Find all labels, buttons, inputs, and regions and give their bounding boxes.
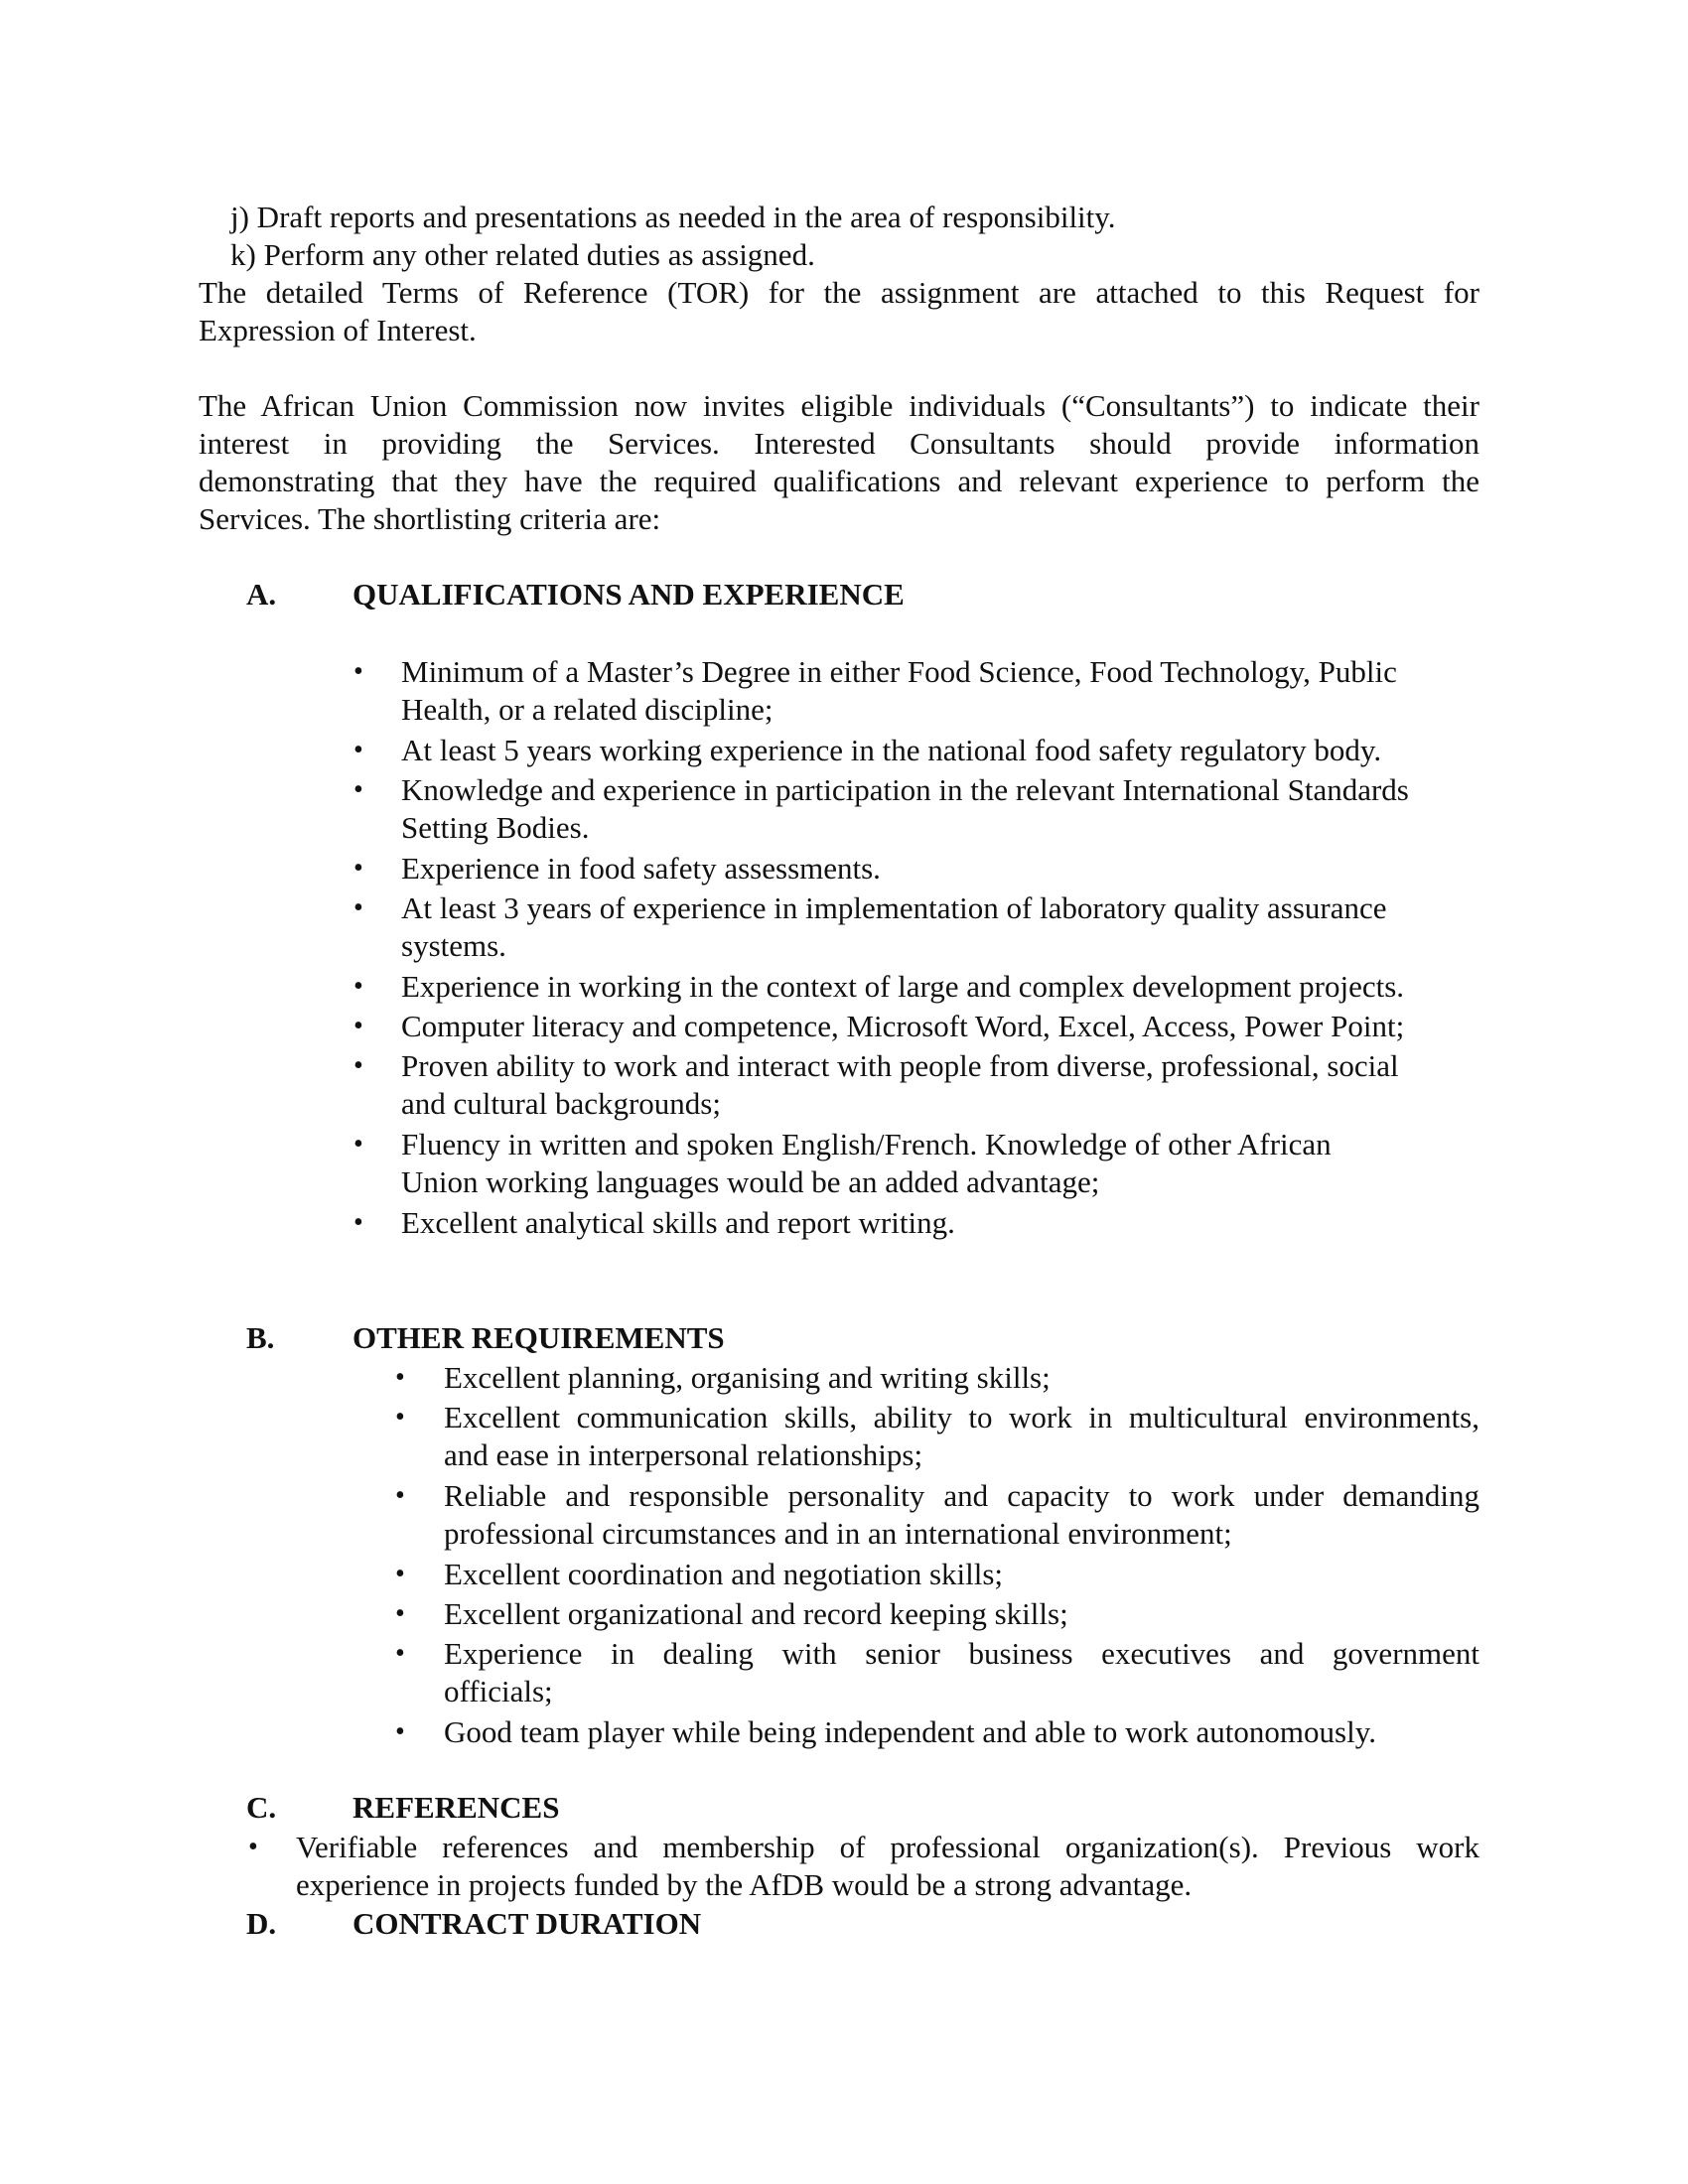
section-d-title: CONTRACT DURATION (352, 1906, 702, 1941)
bullet-icon: • (353, 1207, 363, 1238)
list-item-line-1: Excellent planning, organising and writing skills; (444, 1360, 1051, 1395)
list-item-line-2: Union working languages would be an added advantage; (401, 1164, 1100, 1199)
list-item-line-1: At least 3 years of experience in implementation of laboratory quality assurance (401, 890, 1387, 925)
bullet-icon: • (395, 1638, 405, 1669)
list-item-line-1: Proven ability to work and interact with people from diverse, professional, social (401, 1048, 1399, 1083)
bullet-icon: • (395, 1716, 405, 1747)
bullet-icon: • (353, 971, 363, 1002)
section-a-title: QUALIFICATIONS AND EXPERIENCE (352, 577, 905, 612)
bullet-icon: • (353, 735, 363, 765)
list-item-line-2: and ease in interpersonal relationships; (444, 1437, 923, 1472)
list-item-line-2: Health, or a related discipline; (401, 692, 774, 727)
bullet-icon: • (395, 1559, 405, 1589)
list-item-line-1: Excellent coordination and negotiation skills; (444, 1557, 1004, 1591)
list-item-line-1: Minimum of a Master’s Degree in either Food Science, Food Technology, Public (401, 654, 1397, 689)
list-item-line-1: Computer literacy and competence, Microsoft Word, Excel, Access, Power Point; (401, 1009, 1405, 1043)
list-item-line-1: Reliable and responsible personality and capacity to work under demanding (444, 1478, 1479, 1513)
tor-paragraph-line-2: Expression of Interest. (199, 313, 477, 347)
list-item-line-1: At least 5 years working experience in the national food safety regulatory body. (401, 733, 1382, 767)
list-item-line-2: systems. (401, 928, 506, 963)
bullet-icon: • (248, 1832, 258, 1862)
section-b-title: OTHER REQUIREMENTS (352, 1320, 725, 1355)
list-item-line-1: Excellent organizational and record keeping skills; (444, 1596, 1068, 1631)
list-item-j: j) Draft reports and presentations as needed in the area of responsibility. (230, 200, 1116, 234)
section-b-letter: B. (246, 1320, 275, 1355)
invite-paragraph-line-1: The African Union Commission now invites eligible individuals (“Consultants”) to indicate their (199, 388, 1479, 423)
list-item-line-1: Good team player while being independent and able to work autonomously. (444, 1714, 1376, 1749)
bullet-icon: • (395, 1598, 405, 1629)
list-item-line-1: Verifiable references and membership of professional organization(s). Previous work (296, 1830, 1479, 1864)
bullet-icon: • (353, 853, 363, 884)
invite-paragraph-line-3: demonstrating that they have the required qualifications and relevant experience to perform the (199, 464, 1479, 498)
list-item-line-2: and cultural backgrounds; (401, 1086, 721, 1121)
section-c-title: REFERENCES (352, 1790, 560, 1825)
invite-paragraph-line-4: Services. The shortlisting criteria are: (199, 501, 661, 536)
bullet-icon: • (353, 1011, 363, 1041)
list-item-line-1: Experience in food safety assessments. (401, 851, 881, 886)
list-item-line-1: Experience in working in the context of large and complex development projects. (401, 969, 1405, 1004)
section-a-letter: A. (246, 577, 277, 612)
list-item-line-2: experience in projects funded by the AfDB would be a strong advantage. (296, 1867, 1193, 1902)
list-item-line-1: Excellent analytical skills and report writing. (401, 1205, 955, 1240)
bullet-icon: • (395, 1362, 405, 1393)
invite-paragraph-line-2: interest in providing the Services. Interested Consultants should provide information (199, 426, 1479, 461)
list-item-line-1: Excellent communication skills, ability to work in multicultural environments, (444, 1400, 1479, 1434)
list-item-line-2: officials; (444, 1674, 553, 1708)
bullet-icon: • (353, 774, 363, 805)
list-item-line-1: Knowledge and experience in participation in the relevant International Standards (401, 772, 1409, 807)
section-c-letter: C. (246, 1790, 277, 1825)
list-item-line-1: Fluency in written and spoken English/French. Knowledge of other African (401, 1127, 1332, 1161)
bullet-icon: • (353, 1129, 363, 1160)
tor-paragraph-line-1: The detailed Terms of Reference (TOR) for the assignment are attached to this Request for (199, 275, 1479, 310)
bullet-icon: • (353, 1050, 363, 1081)
bullet-icon: • (395, 1480, 405, 1511)
section-d-letter: D. (246, 1906, 277, 1941)
list-item-line-2: Setting Bodies. (401, 810, 590, 845)
bullet-icon: • (395, 1402, 405, 1433)
list-item-line-2: professional circumstances and in an international environment; (444, 1516, 1232, 1551)
list-item-k: k) Perform any other related duties as assigned. (230, 237, 815, 272)
bullet-icon: • (353, 892, 363, 923)
list-item-line-1: Experience in dealing with senior business executives and government (444, 1636, 1479, 1671)
bullet-icon: • (353, 656, 363, 687)
